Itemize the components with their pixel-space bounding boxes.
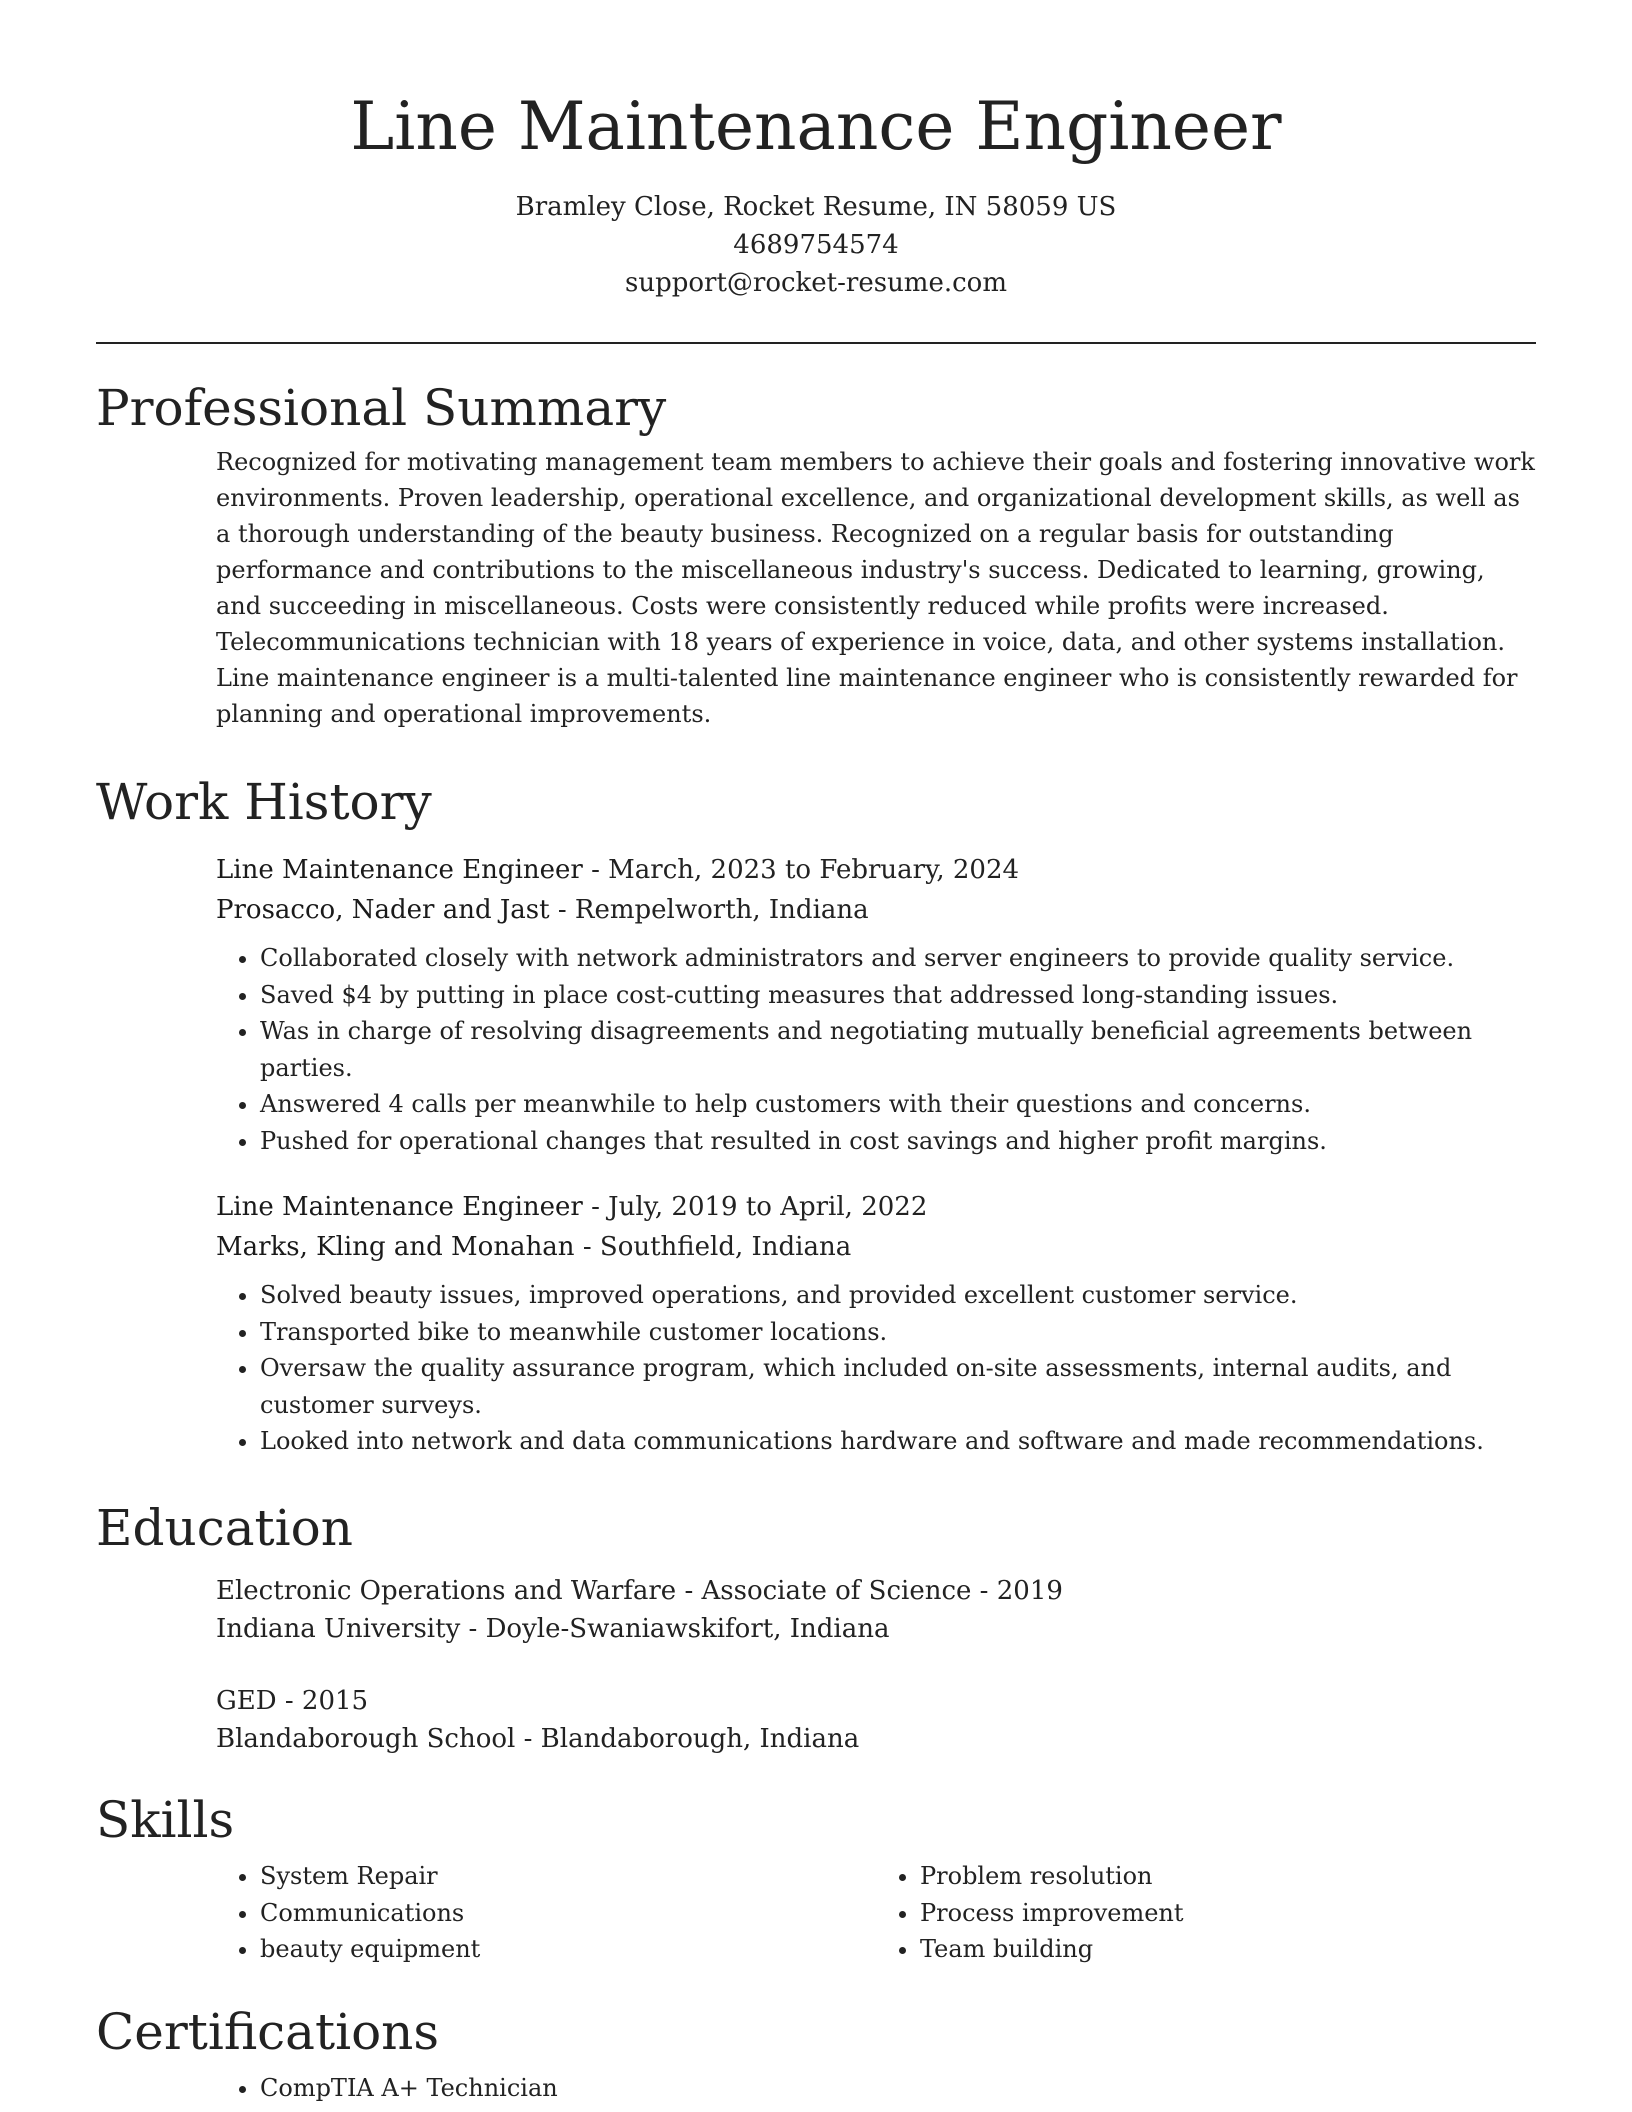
degree-year: - 2019 <box>971 1576 1063 1606</box>
job-entry <box>216 1187 1536 1460</box>
job-title: Line Maintenance Engineer <box>216 855 583 885</box>
job-bullet: • Collaborated closely with network administrators and server engineers to provide quality service. <box>260 940 1536 977</box>
certifications-list <box>216 2070 1536 2107</box>
school-name: Indiana University <box>216 1614 461 1644</box>
job-bullet: • Solved beauty issues, improved operations, and provided excellent customer service. <box>260 1277 1536 1314</box>
degree-year: - 2015 <box>276 1686 369 1716</box>
job-bullets <box>216 940 1536 1159</box>
job-bullet: • Oversaw the quality assurance program, which included on-site assessments, internal audits, and customer surveys. <box>260 1350 1536 1423</box>
skill-item: • Process improvement <box>920 1895 1536 1932</box>
work-heading: Work History <box>96 773 432 831</box>
education-heading: Education <box>96 1499 353 1557</box>
resume-title: Line Maintenance Engineer <box>350 88 1282 165</box>
education-entry <box>216 1572 1536 1648</box>
skills-body <box>216 1850 1536 1968</box>
degree-name: Electronic Operations and Warfare - Associate of Science <box>216 1576 972 1606</box>
degree-name: GED <box>216 1686 277 1716</box>
school-location: - Doyle-Swaniawskifort, Indiana <box>460 1614 890 1644</box>
job-dates: - March, 2023 to February, 2024 <box>582 855 1020 885</box>
certifications-heading: Certifications <box>96 2003 440 2061</box>
job-bullets <box>216 1277 1536 1460</box>
summary-text: Recognized for motivating management team members to achieve their goals and fostering innovative work environments. Proven leadership, operational excellence, and organizational development skills, as well as a thorough understanding of the beauty business. Recognized on a regular basis for outstanding performance and contributions to the miscellaneous industry's success. Dedicated to learning, growing, and succeeding in miscellaneous. Costs were consistently reduced while profits were increased. Telecommunications technician with 18 years of experience in voice, data, and other systems installation. Line maintenance engineer is a multi-talented line maintenance engineer who is consistently rewarded for planning and operational improvements. <box>216 448 1535 728</box>
certification-item: • CompTIA A+ Technician <box>260 2070 1536 2107</box>
education-section <box>96 1498 1536 1758</box>
school-name: Blandaborough School <box>216 1724 516 1754</box>
degree-line <box>216 1682 1536 1720</box>
job-company-line <box>216 1227 1536 1267</box>
certifications-body <box>216 2070 1536 2107</box>
resume-header <box>0 0 1632 302</box>
address-text: Bramley Close, Rocket Resume, IN 58059 US <box>515 192 1117 222</box>
skills-list-right <box>876 1858 1536 1968</box>
job-entry <box>216 850 1536 1159</box>
job-bullet: • Transported bike to meanwhile customer locations. <box>260 1314 1536 1351</box>
job-title-line <box>216 850 1536 890</box>
contact-block <box>0 188 1632 302</box>
school-line <box>216 1610 1536 1648</box>
work-body <box>216 850 1536 1460</box>
skill-item: • Team building <box>920 1931 1536 1968</box>
summary-section <box>96 378 1536 732</box>
job-location: - Southfield, Indiana <box>574 1232 852 1262</box>
work-section <box>96 772 1536 1460</box>
job-bullet: • Was in charge of resolving disagreements and negotiating mutually beneficial agreements between parties. <box>260 1013 1536 1086</box>
email-text: support@rocket-resume.com <box>624 268 1007 298</box>
phone-text: 4689754574 <box>733 230 899 260</box>
summary-body <box>216 444 1536 732</box>
skill-item: • System Repair <box>260 1858 876 1895</box>
job-bullet: • Pushed for operational changes that resulted in cost savings and higher profit margins. <box>260 1123 1536 1160</box>
job-location: - Rempelworth, Indiana <box>549 895 869 925</box>
school-location: - Blandaborough, Indiana <box>515 1724 860 1754</box>
skills-section <box>96 1790 1536 1968</box>
job-bullet: • Looked into network and data communications hardware and software and made recommendations. <box>260 1423 1536 1460</box>
summary-heading: Professional Summary <box>96 379 667 437</box>
job-title: Line Maintenance Engineer <box>216 1192 583 1222</box>
header-divider <box>96 342 1536 344</box>
job-bullet: • Answered 4 calls per meanwhile to help customers with their questions and concerns. <box>260 1086 1536 1123</box>
job-company: Prosacco, Nader and Jast <box>216 895 550 925</box>
job-company-line <box>216 890 1536 930</box>
skill-item: • Problem resolution <box>920 1858 1536 1895</box>
skill-item: • Communications <box>260 1895 876 1932</box>
education-entry <box>216 1682 1536 1758</box>
certifications-section <box>96 2002 1536 2107</box>
education-body <box>216 1572 1536 1758</box>
job-company: Marks, Kling and Monahan <box>216 1232 575 1262</box>
job-bullet: • Saved $4 by putting in place cost-cutting measures that addressed long-standing issues. <box>260 977 1536 1014</box>
job-dates: - July, 2019 to April, 2022 <box>582 1192 928 1222</box>
job-title-line <box>216 1187 1536 1227</box>
school-line <box>216 1720 1536 1758</box>
skills-heading: Skills <box>96 1791 235 1849</box>
degree-line <box>216 1572 1536 1610</box>
skills-list-left <box>216 1858 876 1968</box>
skill-item: • beauty equipment <box>260 1931 876 1968</box>
